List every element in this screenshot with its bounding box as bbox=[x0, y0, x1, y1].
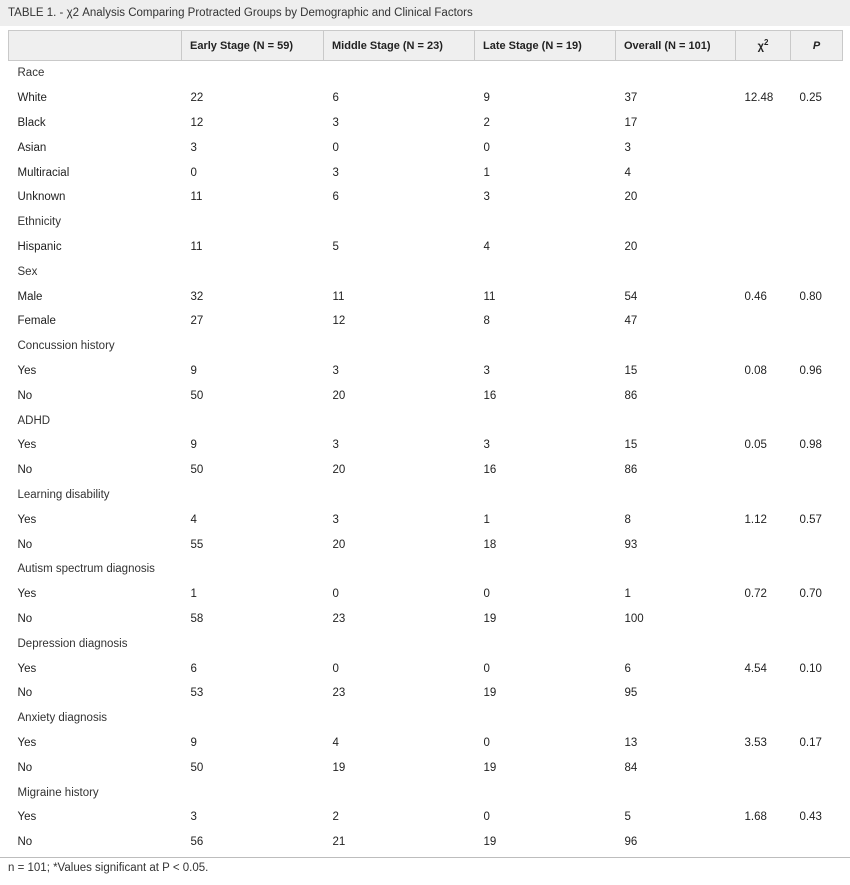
late-stage-value bbox=[475, 706, 616, 731]
table-body bbox=[9, 61, 843, 855]
section-label: Anxiety diagnosis bbox=[17, 712, 107, 725]
middle-stage-value: 3 bbox=[332, 513, 339, 526]
late-stage-value: 19 bbox=[483, 687, 497, 700]
section-label: Migraine history bbox=[17, 786, 99, 799]
chi-square-value bbox=[736, 631, 791, 656]
row-label: Yes bbox=[17, 588, 37, 601]
overall-value: 6 bbox=[624, 662, 631, 675]
section-label: Autism spectrum diagnosis bbox=[17, 563, 155, 576]
overall-value: 20 bbox=[624, 191, 638, 204]
late-stage-value: 2 bbox=[483, 116, 490, 129]
header-p-value bbox=[791, 31, 843, 61]
p-value bbox=[791, 309, 843, 334]
overall-value: 17 bbox=[624, 116, 638, 129]
table-row bbox=[9, 458, 843, 483]
p-value bbox=[791, 383, 843, 408]
row-label: No bbox=[17, 687, 33, 700]
chi-square-value bbox=[736, 309, 791, 334]
late-stage-value: 1 bbox=[483, 166, 490, 179]
middle-stage-value: 12 bbox=[332, 315, 346, 328]
early-stage-value: 4 bbox=[190, 513, 197, 526]
chi-square-value bbox=[736, 483, 791, 508]
early-stage-value: 11 bbox=[190, 240, 203, 253]
p-value bbox=[791, 235, 843, 260]
p-value: 0.80 bbox=[799, 290, 822, 303]
late-stage-value bbox=[475, 259, 616, 284]
late-stage-value bbox=[475, 483, 616, 508]
table-row bbox=[9, 507, 843, 532]
p-value: 0.17 bbox=[799, 736, 822, 749]
overall-value: 86 bbox=[624, 464, 638, 477]
section-label: Depression diagnosis bbox=[17, 637, 128, 650]
p-value: 0.98 bbox=[799, 439, 822, 452]
p-value: 0.10 bbox=[799, 662, 822, 675]
overall-value: 47 bbox=[624, 315, 638, 328]
table-footnote: n = 101; *Values significant at P < 0.05. bbox=[8, 862, 209, 874]
chi-square-value: 0.08 bbox=[744, 364, 767, 377]
chi-square-value bbox=[736, 61, 791, 86]
p-value bbox=[791, 755, 843, 780]
chi-square-value bbox=[736, 706, 791, 731]
late-stage-value: 4 bbox=[483, 240, 490, 253]
table-row bbox=[9, 755, 843, 780]
early-stage-value: 27 bbox=[190, 315, 204, 328]
chi-square-value: 0.05 bbox=[744, 439, 767, 452]
early-stage-value: 50 bbox=[190, 761, 204, 774]
table-row bbox=[9, 135, 843, 160]
late-stage-value: 19 bbox=[483, 761, 497, 774]
overall-value bbox=[616, 706, 736, 731]
header-early-stage: Early Stage (N = 59) bbox=[182, 31, 324, 61]
p-value bbox=[791, 210, 843, 235]
section-row bbox=[9, 334, 843, 359]
chi-superscript: 2 bbox=[763, 38, 769, 48]
table-row bbox=[9, 235, 843, 260]
early-stage-value: 22 bbox=[190, 92, 204, 105]
row-label: Yes bbox=[17, 439, 37, 452]
early-stage-value: 50 bbox=[190, 464, 204, 477]
late-stage-value: 8 bbox=[483, 315, 490, 328]
overall-value bbox=[616, 210, 736, 235]
early-stage-value: 1 bbox=[190, 588, 197, 601]
p-value: 0.43 bbox=[799, 811, 822, 824]
late-stage-value: 3 bbox=[483, 364, 490, 377]
table-row bbox=[9, 359, 843, 384]
early-stage-value bbox=[182, 780, 324, 805]
row-label: Black bbox=[17, 116, 46, 129]
middle-stage-value bbox=[324, 706, 475, 731]
overall-value: 84 bbox=[624, 761, 638, 774]
late-stage-value: 3 bbox=[483, 439, 490, 452]
row-label: Yes bbox=[17, 662, 37, 675]
table-row bbox=[9, 309, 843, 334]
section-label: Concussion history bbox=[17, 340, 115, 353]
overall-value: 15 bbox=[624, 364, 638, 377]
overall-value bbox=[616, 259, 736, 284]
middle-stage-value bbox=[324, 780, 475, 805]
middle-stage-value: 20 bbox=[332, 464, 346, 477]
late-stage-value: 9 bbox=[483, 92, 490, 105]
early-stage-value: 12 bbox=[190, 116, 204, 129]
table-row bbox=[9, 160, 843, 185]
row-label: White bbox=[17, 92, 47, 105]
row-label: Male bbox=[17, 290, 43, 303]
middle-stage-value: 5 bbox=[332, 240, 339, 253]
section-row bbox=[9, 259, 843, 284]
table-row bbox=[9, 805, 843, 830]
overall-value: 20 bbox=[624, 240, 638, 253]
late-stage-value bbox=[475, 210, 616, 235]
overall-value: 86 bbox=[624, 389, 638, 402]
overall-value: 54 bbox=[624, 290, 638, 303]
middle-stage-value: 3 bbox=[332, 364, 339, 377]
early-stage-value: 58 bbox=[190, 612, 204, 625]
chi-square-value bbox=[736, 185, 791, 210]
middle-stage-value: 6 bbox=[332, 92, 339, 105]
chi-square-value bbox=[736, 532, 791, 557]
row-label: No bbox=[17, 464, 33, 477]
middle-stage-value: 20 bbox=[332, 538, 346, 551]
p-value bbox=[791, 458, 843, 483]
middle-stage-value bbox=[324, 408, 475, 433]
chi-square-value bbox=[736, 334, 791, 359]
middle-stage-value bbox=[324, 210, 475, 235]
table-row bbox=[9, 607, 843, 632]
overall-value: 13 bbox=[624, 736, 638, 749]
overall-value: 8 bbox=[624, 513, 631, 526]
p-value: 0.25 bbox=[799, 92, 822, 105]
chi-symbol: χ bbox=[757, 40, 764, 53]
chi-square-value: 3.53 bbox=[744, 736, 767, 749]
middle-stage-value bbox=[324, 259, 475, 284]
section-label: Learning disability bbox=[17, 488, 110, 501]
chi-square-value bbox=[736, 458, 791, 483]
late-stage-value: 16 bbox=[483, 464, 497, 477]
chi-square-value bbox=[736, 111, 791, 136]
row-label: Female bbox=[17, 315, 56, 328]
section-label: Sex bbox=[17, 265, 38, 278]
p-value bbox=[791, 631, 843, 656]
footer-divider bbox=[0, 857, 850, 858]
late-stage-value: 19 bbox=[483, 836, 497, 849]
late-stage-value: 0 bbox=[483, 662, 490, 675]
header-chi-square bbox=[736, 31, 791, 61]
early-stage-value: 0 bbox=[190, 166, 197, 179]
middle-stage-value: 21 bbox=[332, 836, 346, 849]
late-stage-value: 18 bbox=[483, 538, 497, 551]
table-row bbox=[9, 185, 843, 210]
late-stage-value bbox=[475, 408, 616, 433]
middle-stage-value bbox=[324, 631, 475, 656]
section-label: ADHD bbox=[17, 414, 51, 427]
section-row bbox=[9, 210, 843, 235]
middle-stage-value: 4 bbox=[332, 736, 339, 749]
table-row bbox=[9, 111, 843, 136]
middle-stage-value: 19 bbox=[332, 761, 346, 774]
middle-stage-value: 11 bbox=[332, 290, 345, 303]
p-value bbox=[791, 607, 843, 632]
section-row bbox=[9, 780, 843, 805]
middle-stage-value: 2 bbox=[332, 811, 339, 824]
p-value bbox=[791, 111, 843, 136]
middle-stage-value bbox=[324, 334, 475, 359]
overall-value bbox=[616, 334, 736, 359]
header-overall: Overall (N = 101) bbox=[616, 31, 736, 61]
table-row bbox=[9, 582, 843, 607]
overall-value: 96 bbox=[624, 836, 638, 849]
section-row bbox=[9, 408, 843, 433]
chi-square-value bbox=[736, 160, 791, 185]
middle-stage-value: 3 bbox=[332, 166, 339, 179]
chi-square-value bbox=[736, 607, 791, 632]
chi-square-value bbox=[736, 235, 791, 260]
row-label: Unknown bbox=[17, 191, 66, 204]
overall-value: 95 bbox=[624, 687, 638, 700]
chi-square-value: 0.46 bbox=[744, 290, 767, 303]
row-label: Yes bbox=[17, 364, 37, 377]
row-label: Multiracial bbox=[17, 166, 70, 179]
late-stage-value: 3 bbox=[483, 191, 490, 204]
overall-value: 1 bbox=[624, 588, 631, 601]
row-label: Hispanic bbox=[17, 240, 62, 253]
overall-value: 3 bbox=[624, 141, 631, 154]
p-symbol: P bbox=[812, 39, 821, 52]
middle-stage-value: 6 bbox=[332, 191, 339, 204]
row-label: Yes bbox=[17, 811, 37, 824]
chi-square-value bbox=[736, 259, 791, 284]
table-row bbox=[9, 681, 843, 706]
late-stage-value bbox=[475, 334, 616, 359]
chi-square-value bbox=[736, 830, 791, 855]
overall-value bbox=[616, 483, 736, 508]
early-stage-value bbox=[182, 334, 324, 359]
early-stage-value bbox=[182, 483, 324, 508]
p-value bbox=[791, 135, 843, 160]
p-value bbox=[791, 557, 843, 582]
early-stage-value: 55 bbox=[190, 538, 204, 551]
p-value bbox=[791, 532, 843, 557]
chi-square-value bbox=[736, 557, 791, 582]
p-value bbox=[791, 160, 843, 185]
section-label: Ethnicity bbox=[17, 216, 61, 229]
early-stage-value: 3 bbox=[190, 811, 197, 824]
middle-stage-value bbox=[324, 557, 475, 582]
table-header-row bbox=[9, 31, 843, 61]
late-stage-value: 0 bbox=[483, 736, 490, 749]
p-value bbox=[791, 185, 843, 210]
middle-stage-value: 23 bbox=[332, 612, 346, 625]
table-caption: TABLE 1. - χ2 Analysis Comparing Protracted Groups by Demographic and Clinical Factors bbox=[0, 0, 850, 26]
table-row bbox=[9, 532, 843, 557]
row-label: No bbox=[17, 538, 33, 551]
p-value bbox=[791, 780, 843, 805]
early-stage-value: 9 bbox=[190, 364, 197, 377]
p-value bbox=[791, 830, 843, 855]
p-value bbox=[791, 61, 843, 86]
early-stage-value bbox=[182, 259, 324, 284]
row-label: No bbox=[17, 761, 33, 774]
p-value bbox=[791, 259, 843, 284]
chi-square-value bbox=[736, 681, 791, 706]
late-stage-value: 0 bbox=[483, 588, 490, 601]
row-label: No bbox=[17, 612, 33, 625]
table-row bbox=[9, 433, 843, 458]
early-stage-value bbox=[182, 706, 324, 731]
p-value bbox=[791, 334, 843, 359]
row-label: No bbox=[17, 836, 33, 849]
middle-stage-value: 23 bbox=[332, 687, 346, 700]
late-stage-value bbox=[475, 780, 616, 805]
overall-value: 15 bbox=[624, 439, 638, 452]
overall-value: 93 bbox=[624, 538, 638, 551]
section-label: Race bbox=[17, 67, 45, 80]
late-stage-value bbox=[475, 61, 616, 86]
p-value: 0.96 bbox=[799, 364, 822, 377]
early-stage-value: 53 bbox=[190, 687, 204, 700]
p-value bbox=[791, 706, 843, 731]
early-stage-value: 3 bbox=[190, 141, 197, 154]
early-stage-value bbox=[182, 210, 324, 235]
late-stage-value: 16 bbox=[483, 389, 497, 402]
middle-stage-value: 20 bbox=[332, 389, 346, 402]
early-stage-value: 11 bbox=[190, 191, 203, 204]
chi-square-value: 12.48 bbox=[744, 92, 774, 105]
section-row bbox=[9, 557, 843, 582]
chi-square-value bbox=[736, 135, 791, 160]
late-stage-value: 19 bbox=[483, 612, 497, 625]
header-late-stage: Late Stage (N = 19) bbox=[475, 31, 616, 61]
middle-stage-value: 3 bbox=[332, 439, 339, 452]
early-stage-value: 6 bbox=[190, 662, 197, 675]
table-row bbox=[9, 731, 843, 756]
overall-value bbox=[616, 631, 736, 656]
table-row bbox=[9, 830, 843, 855]
late-stage-value: 0 bbox=[483, 811, 490, 824]
header-label bbox=[9, 31, 182, 61]
early-stage-value bbox=[182, 408, 324, 433]
table-container bbox=[8, 30, 842, 855]
overall-value bbox=[616, 408, 736, 433]
results-table bbox=[8, 30, 843, 855]
section-row bbox=[9, 483, 843, 508]
p-value: 0.57 bbox=[799, 513, 822, 526]
early-stage-value: 9 bbox=[190, 439, 197, 452]
table-row bbox=[9, 86, 843, 111]
table-row bbox=[9, 383, 843, 408]
row-label: No bbox=[17, 389, 33, 402]
late-stage-value: 1 bbox=[483, 513, 490, 526]
late-stage-value bbox=[475, 631, 616, 656]
chi-square-value bbox=[736, 780, 791, 805]
chi-square-value: 1.68 bbox=[744, 811, 767, 824]
middle-stage-value: 3 bbox=[332, 116, 339, 129]
chi-square-value bbox=[736, 755, 791, 780]
early-stage-value: 50 bbox=[190, 389, 204, 402]
early-stage-value: 9 bbox=[190, 736, 197, 749]
section-row bbox=[9, 631, 843, 656]
overall-value bbox=[616, 61, 736, 86]
row-label: Yes bbox=[17, 736, 37, 749]
early-stage-value bbox=[182, 631, 324, 656]
middle-stage-value bbox=[324, 483, 475, 508]
overall-value: 100 bbox=[624, 612, 644, 625]
table-row bbox=[9, 656, 843, 681]
overall-value bbox=[616, 557, 736, 582]
section-row bbox=[9, 706, 843, 731]
middle-stage-value bbox=[324, 61, 475, 86]
late-stage-value bbox=[475, 557, 616, 582]
early-stage-value: 56 bbox=[190, 836, 204, 849]
p-value bbox=[791, 483, 843, 508]
section-row bbox=[9, 61, 843, 86]
row-label: Asian bbox=[17, 141, 47, 154]
overall-value: 4 bbox=[624, 166, 631, 179]
middle-stage-value: 0 bbox=[332, 141, 339, 154]
chi-square-value bbox=[736, 210, 791, 235]
header-middle-stage: Middle Stage (N = 23) bbox=[324, 31, 475, 61]
late-stage-value: 11 bbox=[483, 290, 496, 303]
late-stage-value: 0 bbox=[483, 141, 490, 154]
middle-stage-value: 0 bbox=[332, 662, 339, 675]
early-stage-value: 32 bbox=[190, 290, 204, 303]
chi-square-value bbox=[736, 408, 791, 433]
p-value bbox=[791, 681, 843, 706]
chi-square-value bbox=[736, 383, 791, 408]
p-value: 0.70 bbox=[799, 588, 822, 601]
early-stage-value bbox=[182, 557, 324, 582]
row-label: Yes bbox=[17, 513, 37, 526]
chi-square-value: 1.12 bbox=[744, 513, 767, 526]
p-value bbox=[791, 408, 843, 433]
overall-value: 5 bbox=[624, 811, 631, 824]
overall-value bbox=[616, 780, 736, 805]
early-stage-value bbox=[182, 61, 324, 86]
overall-value: 37 bbox=[624, 92, 638, 105]
table-row bbox=[9, 284, 843, 309]
chi-square-value: 0.72 bbox=[744, 588, 767, 601]
middle-stage-value: 0 bbox=[332, 588, 339, 601]
chi-square-value: 4.54 bbox=[744, 662, 767, 675]
